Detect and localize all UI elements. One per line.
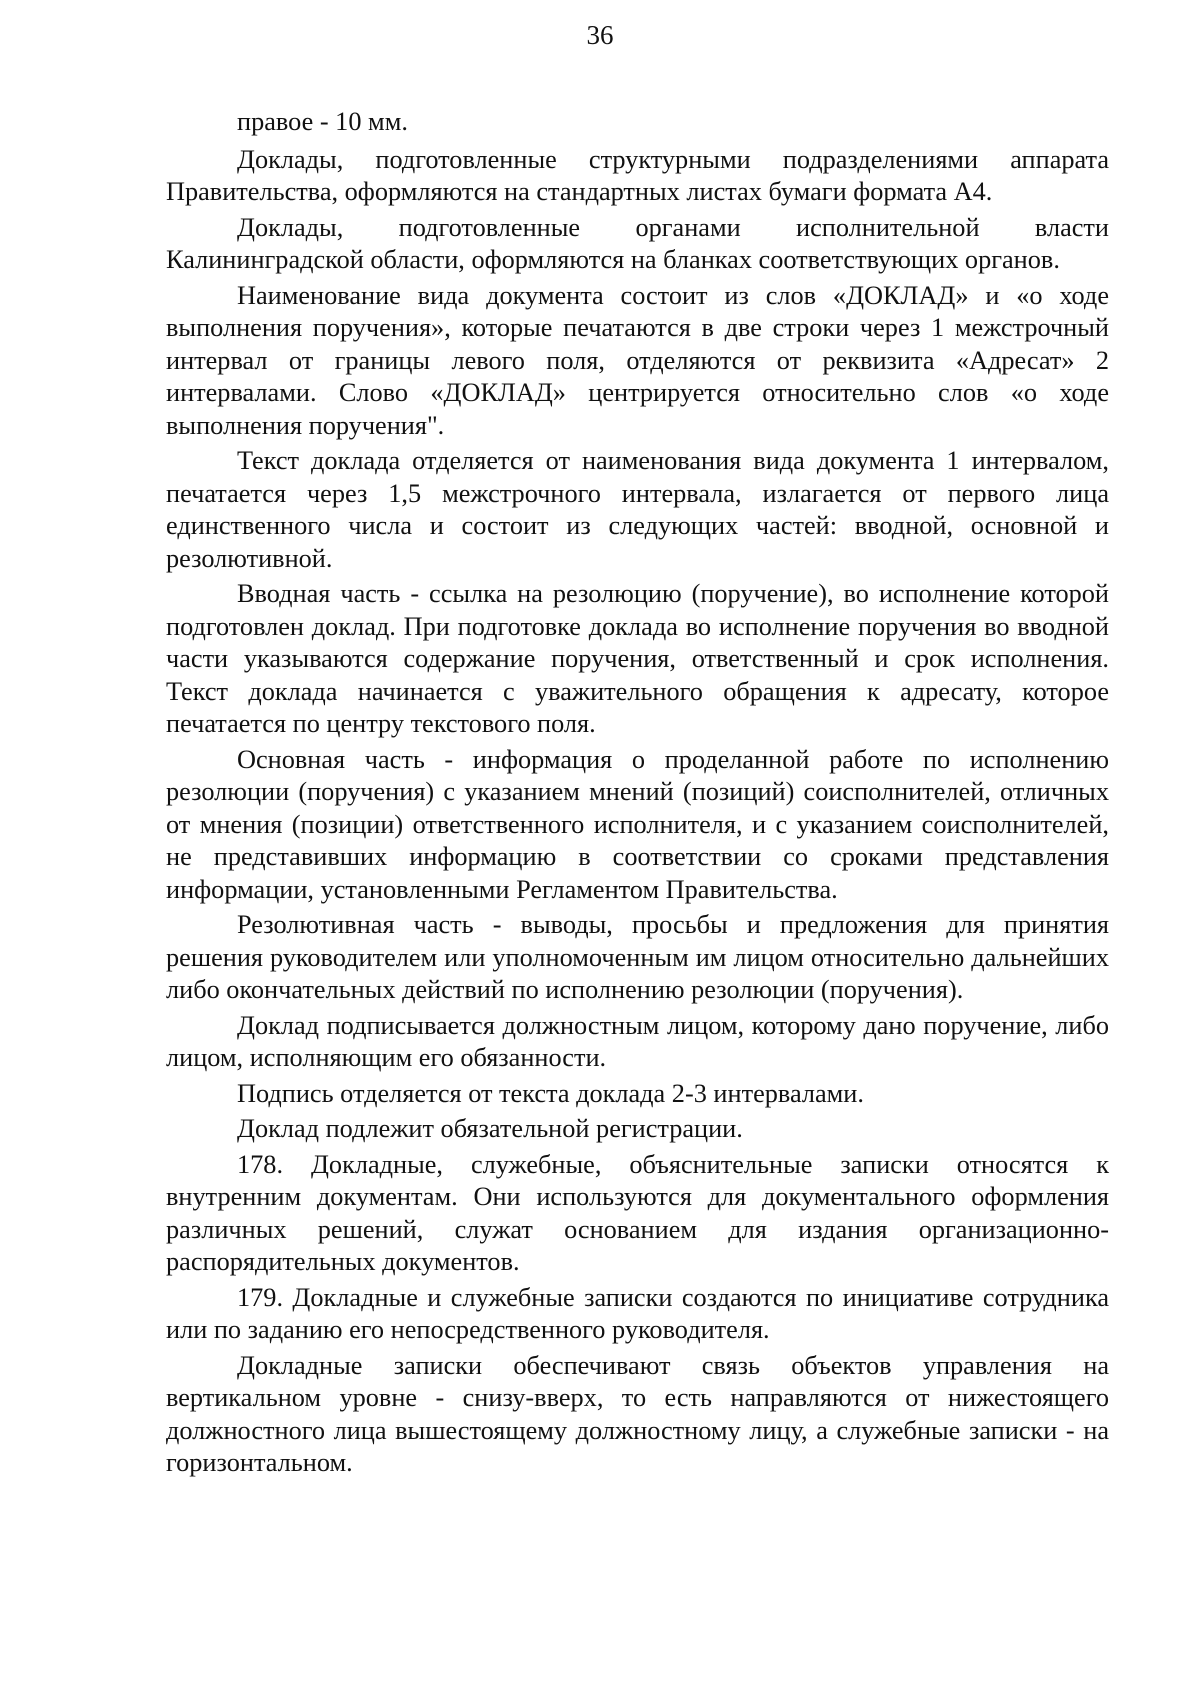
paragraph-registration: Доклад подлежит обязательной регистрации.: [237, 1114, 743, 1143]
paragraph-document-type-name: Наименование вида документа состоит из слов «ДОКЛАД» и «о ходе выполнения поручения», которые печатаются в две строки через 1 межстрочный интервал от границы левого поля, отделяются от реквизита «Адресат» 2 интервалами. Слово «ДОКЛАД» центрируется относительно слов «о ходе выполнения поручения".: [166, 280, 1109, 440]
paragraph-main-part: Основная часть - информация о проделанной работе по исполнению резолюции (поручения) с указанием мнений (позиций) соисполнителей, отличных от мнения (позиции) ответственного исполнителя, и с указанием соисполнителей, не представивших информацию в соответствии со сроками представления информации, установленными Регламентом Правительства.: [166, 744, 1109, 904]
paragraph-item-178: 178. Докладные, служебные, объяснительные записки относятся к внутренним документам. Они используются для документального оформления различных решений, служат основанием для издания организационно-распорядительных документов.: [166, 1149, 1109, 1276]
paragraph-item-179: 179. Докладные и служебные записки создаются по инициативе сотрудника или по заданию его непосредственного руководителя.: [166, 1282, 1109, 1344]
paragraph-reports-executive-bodies: Доклады, подготовленные органами исполнительной власти Калининградской области, оформляются на бланках соответствующих органов.: [166, 212, 1109, 274]
paragraph-margin-right: правое - 10 мм.: [237, 107, 408, 136]
page-number: 36: [586, 20, 614, 50]
paragraph-memo-communication: Докладные записки обеспечивают связь объектов управления на вертикальном уровне - снизу-вверх, то есть направляются от нижестоящего должностного лица вышестоящему должностному лицу, а служебные записки - на горизонтальном.: [166, 1350, 1109, 1477]
paragraph-resolutive-part: Резолютивная часть - выводы, просьбы и предложения для принятия решения руководителем или уполномоченным им лицом относительно дальнейших либо окончательных действий по исполнению резолюции (поручения).: [166, 910, 1109, 1004]
document-body: [166, 106, 1109, 1483]
paragraph-signature-official: Доклад подписывается должностным лицом, которому дано поручение, либо лицом, исполняющим его обязанности.: [166, 1010, 1109, 1072]
paragraph-report-text: Текст доклада отделяется от наименования вида документа 1 интервалом, печатается через 1,5 межстрочного интервала, излагается от первого лица единственного числа и состоит из следующих частей: вводной, основной и резолютивной.: [166, 446, 1109, 573]
paragraph-signature-spacing: Подпись отделяется от текста доклада 2-3 интервалами.: [237, 1078, 864, 1108]
paragraph-introductory-part: Вводная часть - ссылка на резолюцию (поручение), во исполнение которой подготовлен доклад. При подготовке доклада во исполнение поручения во вводной части указываются содержание поручения, ответственный и срок исполнения. Текст доклада начинается с уважительного обращения к адресату, которое печатается по центру текстового поля.: [166, 579, 1109, 738]
paragraph-reports-apparatus: Доклады, подготовленные структурными подразделениями аппарата Правительства, оформляются на стандартных листах бумаги формата А4.: [166, 144, 1109, 206]
